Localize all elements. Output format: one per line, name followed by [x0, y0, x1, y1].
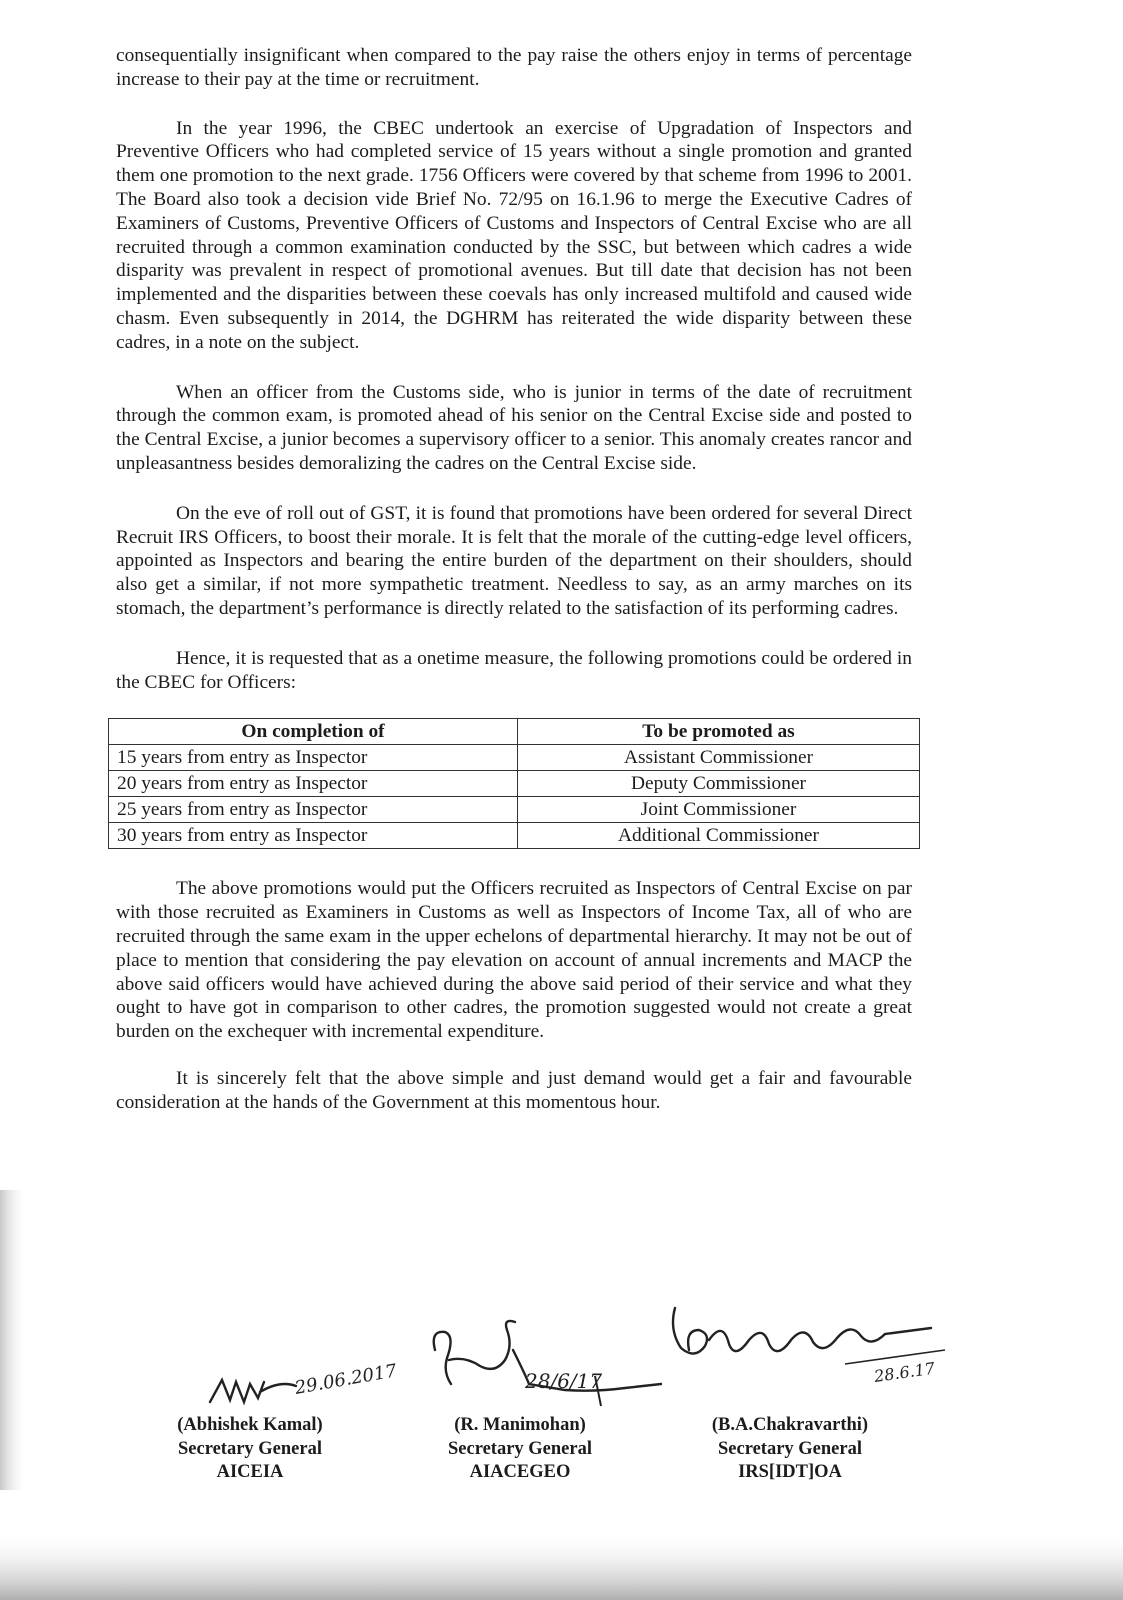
signature-area	[120, 1310, 940, 1510]
table-cell-service-period: 15 years from entry as Inspector	[109, 745, 518, 771]
table-cell-promoted-grade: Joint Commissioner	[518, 797, 920, 823]
signatory-block	[690, 1414, 890, 1485]
handwritten-signature-kamal	[200, 1340, 399, 1420]
signatory-name: (Abhishek Kamal)	[177, 1415, 323, 1435]
signatory-title: Secretary General	[718, 1438, 862, 1459]
table-cell-service-period: 20 years from entry as Inspector	[109, 771, 518, 797]
signatory-name: (R. Manimohan)	[454, 1415, 586, 1435]
promotion-table	[108, 718, 920, 849]
table-cell-service-period: 25 years from entry as Inspector	[109, 797, 518, 823]
paragraph-upgradation-history: In the year 1996, the CBEC undertook an exercise of Upgradation of Inspectors and Preventive Officers who had completed service of 15 years without a single promotion and granted them one promotion to the next grade. 1756 Officers were covered by that scheme from 1996 to 2001. The Board also took a decision vide Brief No. 72/95 on 16.1.96 to merge the Executive Cadres of Examiners of Customs, Preventive Officers of Customs and Inspectors of Central Excise who are all recruited through a common examination conducted by the SSC, but between which cadres a wide disparity was prevalent in respect of promotional avenues. But till date that decision has not been implemented and the disparities between these coevals has only increased multifold and caused wide chasm. Even subsequently in 2014, the DGHRM has reiterated the wide disparity between these cadres, in a note on the subject.	[116, 117, 912, 353]
table-cell-promoted-grade: Deputy Commissioner	[518, 771, 920, 797]
paragraph-seniority-anomaly: When an officer from the Customs side, who is junior in terms of the date of recruitment through the common exam, is promoted ahead of his senior on the Central Excise side and posted to the Central Excise, a junior becomes a supervisory officer to a senior. This anomaly creates rancor and unpleasantness besides demoralizing the cadres on the Central Excise side.	[116, 381, 912, 474]
table-cell-promoted-grade: Assistant Commissioner	[518, 745, 920, 771]
signature-date-manimohan: 28/6/17	[525, 1369, 603, 1393]
paragraph-parity-argument: The above promotions would put the Officers recruited as Inspectors of Central Excise on par with those recruited as Examiners in Customs as well as Inspectors of Income Tax, all of who are recruited through the same exam in the upper echelons of departmental hierarchy. It may not be out of place to mention that considering the pay elevation on account of annual increments and MACP the above said officers would have achieved during the above said period of their service and what they ought to have got in comparison to other cadres, the promotion suggested would not create a great burden on the exchequer with incremental expenditure.	[116, 878, 912, 1043]
table-header-cell: To be promoted as	[518, 719, 920, 745]
letter-body	[116, 44, 912, 1115]
signatory-block	[150, 1414, 350, 1485]
table-cell-promoted-grade: Additional Commissioner	[518, 823, 920, 849]
signatory-block	[420, 1414, 620, 1485]
signatory-organisation: IRS[IDT]OA	[738, 1462, 842, 1483]
handwritten-signature-chakravarthi	[645, 1300, 945, 1410]
handwritten-signature-manimohan	[425, 1310, 665, 1420]
table-row	[109, 771, 920, 797]
signatory-title: Secretary General	[448, 1438, 592, 1459]
table-row	[109, 823, 920, 849]
paragraph-closing-appeal: It is sincerely felt that the above simple and just demand would get a fair and favourable consideration at the hands of the Government at this momentous hour.	[116, 1067, 912, 1113]
table-header-row	[109, 719, 920, 745]
table-cell-service-period: 30 years from entry as Inspector	[109, 823, 518, 849]
scan-shadow-left	[0, 1190, 28, 1490]
table-header-cell: On completion of	[109, 719, 518, 745]
signatory-organisation: AICEIA	[216, 1462, 284, 1483]
table-row	[109, 745, 920, 771]
paragraph-continuation: consequentially insignificant when compared to the pay raise the others enjoy in terms of percentage increase to their pay at the time or recruitment.	[116, 45, 912, 90]
signature-date-kamal: 29.06.2017	[293, 1360, 399, 1399]
signatory-title: Secretary General	[178, 1438, 322, 1459]
scan-shadow-bottom	[0, 1530, 1123, 1600]
paragraph-gst-morale: On the eve of roll out of GST, it is found that promotions have been ordered for several Direct Recruit IRS Officers, to boost their morale. It is felt that the morale of the cutting-edge level officers, appointed as Inspectors and bearing the entire burden of the department on their shoulders, should also get a similar, if not more sympathetic treatment. Needless to say, as an army marches on its stomach, the department’s performance is directly related to the satisfaction of its performing cadres.	[116, 502, 912, 619]
signatory-organisation: AIACEGEO	[469, 1462, 571, 1483]
paragraph-request: Hence, it is requested that as a onetime measure, the following promotions could be ordered in the CBEC for Officers:	[116, 647, 912, 693]
table-row	[109, 797, 920, 823]
signatory-name: (B.A.Chakravarthi)	[711, 1415, 869, 1435]
signature-date-chakravarthi: 28.6.17	[872, 1358, 937, 1386]
